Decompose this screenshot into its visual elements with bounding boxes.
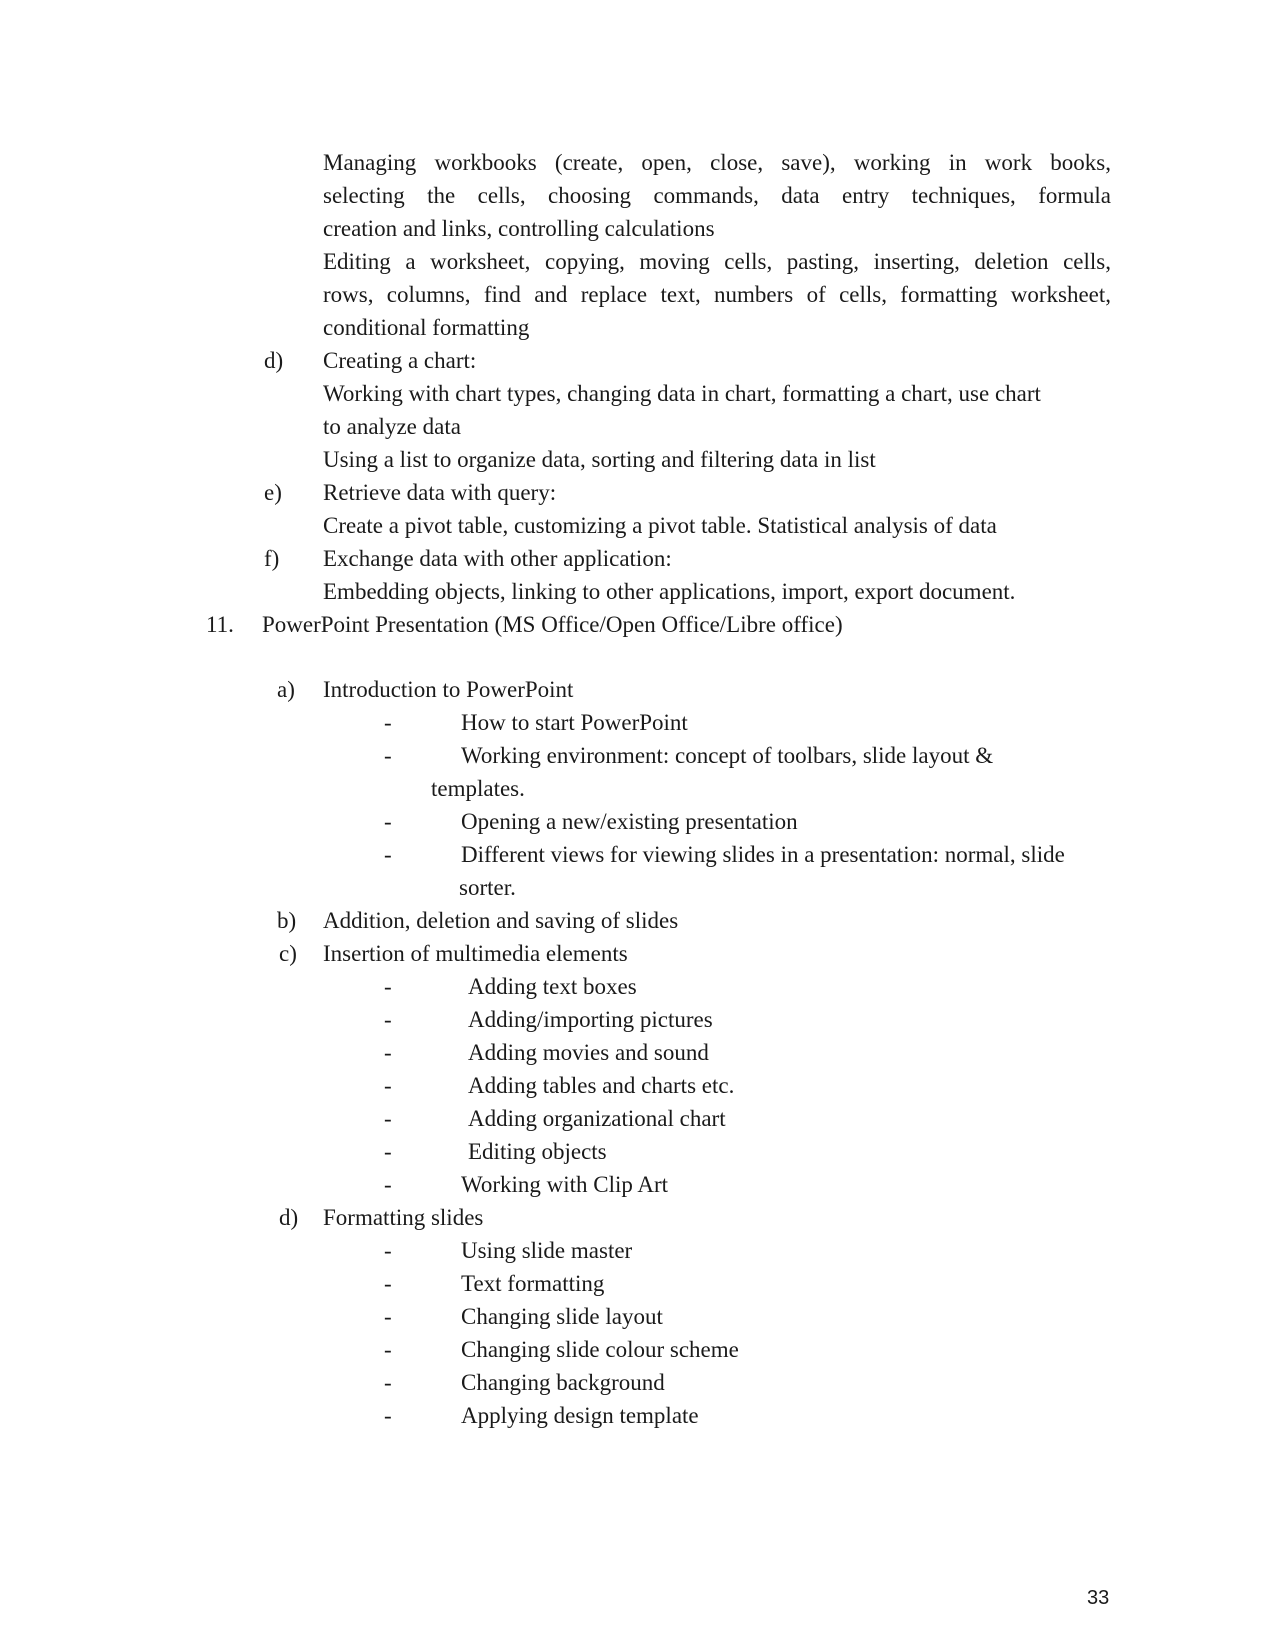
bullet-dash: - <box>384 1403 392 1428</box>
bullet-dash: - <box>384 1304 392 1329</box>
list-marker: d) <box>279 1205 299 1230</box>
bullet-text: Opening a new/existing presentation <box>461 809 798 834</box>
bullet-text: Adding text boxes <box>468 974 637 999</box>
bullet-dash: - <box>384 743 392 768</box>
bullet-text: sorter. <box>459 875 516 900</box>
bullet-dash: - <box>384 1073 392 1098</box>
list-item-text: Working with chart types, changing data in chart, formatting a chart, use chart <box>323 381 1041 406</box>
bullet-text: Editing objects <box>468 1139 607 1164</box>
bullet-dash: - <box>384 1040 392 1065</box>
list-item-title: Addition, deletion and saving of slides <box>323 908 679 933</box>
bullet-text: Changing slide layout <box>461 1304 663 1329</box>
paragraph-line: creation and links, controlling calculations <box>323 216 715 241</box>
bullet-dash: - <box>384 1370 392 1395</box>
bullet-dash: - <box>384 1271 392 1296</box>
list-marker: e) <box>264 480 282 505</box>
section-title: PowerPoint Presentation (MS Office/Open Office/Libre office) <box>262 612 843 637</box>
bullet-dash: - <box>384 1007 392 1032</box>
bullet-text: Working environment: concept of toolbars, slide layout & <box>461 743 994 768</box>
bullet-text: How to start PowerPoint <box>461 710 688 735</box>
list-item-text: Create a pivot table, customizing a pivot table. Statistical analysis of data <box>323 513 997 538</box>
list-item-text: Using a list to organize data, sorting and filtering data in list <box>323 447 876 472</box>
list-item-text: Embedding objects, linking to other applications, import, export document. <box>323 579 1016 604</box>
list-item-title: Insertion of multimedia elements <box>323 941 628 966</box>
list-item-title: Retrieve data with query: <box>323 480 557 505</box>
paragraph-line: selecting the cells, choosing commands, data entry techniques, formula <box>323 183 1111 208</box>
list-item-title: Formatting slides <box>323 1205 484 1230</box>
list-marker: c) <box>279 941 297 966</box>
paragraph-line: conditional formatting <box>323 315 530 340</box>
bullet-text: Adding movies and sound <box>468 1040 709 1065</box>
bullet-text: Working with Clip Art <box>461 1172 669 1197</box>
list-item-text: to analyze data <box>323 414 461 439</box>
list-marker: a) <box>277 677 295 702</box>
bullet-text: Changing background <box>461 1370 665 1395</box>
list-marker: b) <box>277 908 297 933</box>
bullet-dash: - <box>384 1337 392 1362</box>
section-number: 11. <box>206 612 234 637</box>
bullet-text: Changing slide colour scheme <box>461 1337 739 1362</box>
bullet-dash: - <box>384 1172 392 1197</box>
paragraph-line: Editing a worksheet, copying, moving cells, pasting, inserting, deletion cells, <box>323 249 1111 274</box>
bullet-text: Adding organizational chart <box>468 1106 726 1131</box>
bullet-text: templates. <box>431 776 525 801</box>
list-marker: f) <box>264 546 280 571</box>
list-marker: d) <box>264 348 284 373</box>
bullet-text: Applying design template <box>461 1403 699 1428</box>
bullet-dash: - <box>384 1139 392 1164</box>
bullet-dash: - <box>384 842 392 867</box>
bullet-dash: - <box>384 1106 392 1131</box>
page-number: 33 <box>1087 1587 1110 1609</box>
list-item-title: Creating a chart: <box>323 348 477 373</box>
bullet-text: Text formatting <box>461 1271 605 1296</box>
bullet-dash: - <box>384 1238 392 1263</box>
bullet-dash: - <box>384 809 392 834</box>
bullet-dash: - <box>384 710 392 735</box>
bullet-text: Different views for viewing slides in a presentation: normal, slide <box>461 842 1065 867</box>
list-item-title: Exchange data with other application: <box>323 546 672 571</box>
list-item-title: Introduction to PowerPoint <box>323 677 574 702</box>
paragraph-line: rows, columns, find and replace text, numbers of cells, formatting worksheet, <box>323 282 1111 307</box>
bullet-text: Adding/importing pictures <box>468 1007 713 1032</box>
bullet-text: Adding tables and charts etc. <box>468 1073 735 1098</box>
bullet-dash: - <box>384 974 392 999</box>
bullet-text: Using slide master <box>461 1238 633 1263</box>
paragraph-line: Managing workbooks (create, open, close, save), working in work books, <box>323 150 1111 175</box>
